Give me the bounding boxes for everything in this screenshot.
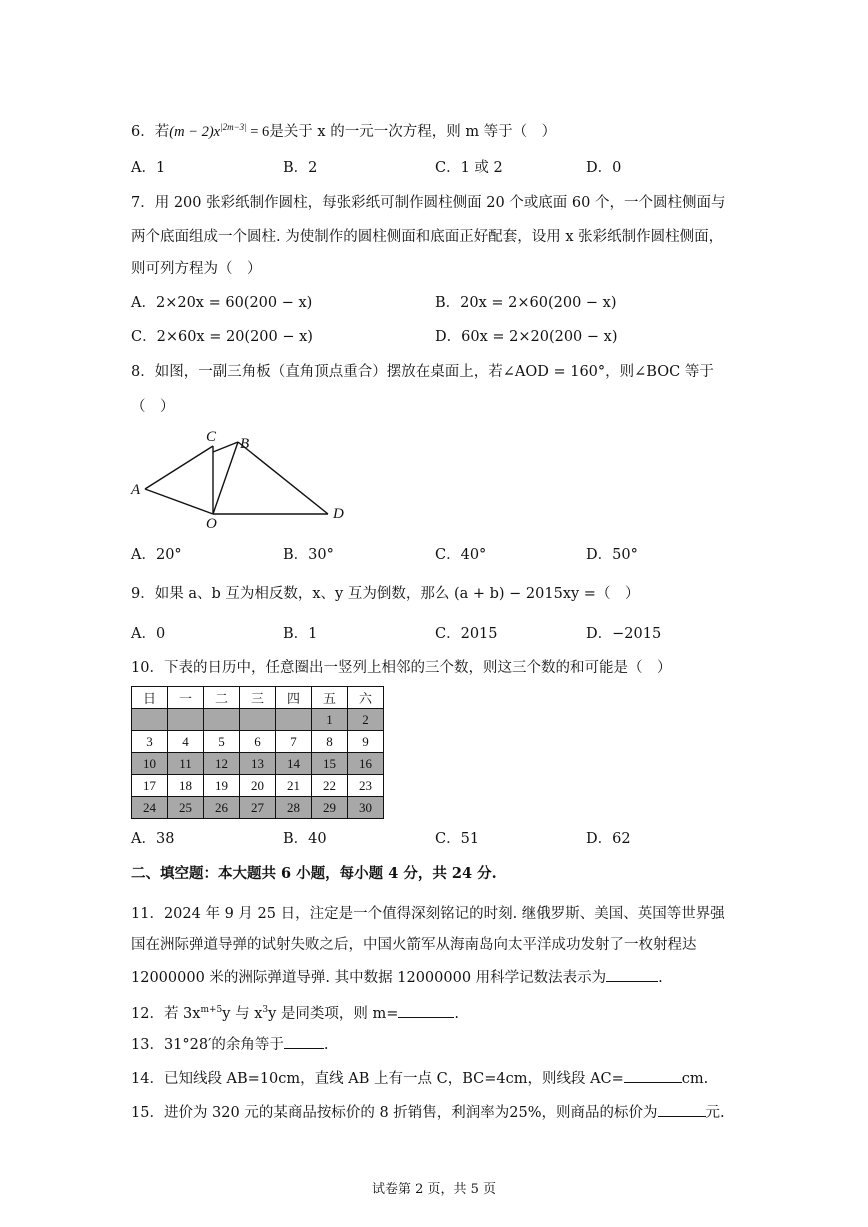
calendar-cell: 19	[204, 775, 240, 797]
q9-option-d: D．−2015	[586, 626, 662, 642]
q9-option-b: B．1	[283, 626, 318, 642]
calendar-header: 日	[132, 687, 168, 709]
q7-line-1: 7．用 200 张彩纸制作圆柱，每张彩纸可制作圆柱侧面 20 个或底面 60 个，一个圆柱侧面与	[131, 195, 726, 211]
q6-option-c: C．1 或 2	[435, 160, 503, 176]
calendar-header: 二	[204, 687, 240, 709]
calendar-cell	[276, 709, 312, 731]
q14-answer-blank	[624, 1068, 682, 1083]
q6-expression: (m − 2)x	[169, 123, 221, 140]
q6-option-b: B．2	[283, 160, 318, 176]
q15-text: 15．进价为 320 元的某商品按标价的 8 折销售，利润率为25%，则商品的标价为	[131, 1105, 658, 1121]
line-ac	[145, 446, 213, 489]
q12-exponent-1: m+5	[200, 1005, 223, 1015]
q12-prefix: 12．若 3x	[131, 1005, 201, 1022]
calendar-cell: 20	[240, 775, 276, 797]
q6-option-a: A．1	[131, 160, 166, 176]
calendar-cell: 25	[168, 797, 204, 819]
label-c: C	[206, 429, 217, 445]
q15-end: 元.	[705, 1105, 725, 1121]
calendar-cell: 14	[276, 753, 312, 775]
calendar-cell: 3	[132, 731, 168, 753]
label-o: O	[206, 516, 217, 532]
q12-answer-blank	[398, 1003, 454, 1018]
calendar-table	[131, 686, 384, 819]
q13-text: 13．31°28′的余角等于	[131, 1037, 284, 1053]
calendar-cell: 1	[312, 709, 348, 731]
calendar-cell: 13	[240, 753, 276, 775]
page-footer: 试卷第 2 页，共 5 页	[371, 1182, 497, 1197]
calendar-cell: 11	[168, 753, 204, 775]
q8-option-d: D．50°	[586, 547, 638, 563]
q6-option-d: D．0	[586, 160, 622, 176]
calendar-cell: 5	[204, 731, 240, 753]
q11-line-3-end: .	[658, 970, 663, 986]
q10-option-d: D．62	[586, 831, 631, 847]
calendar-row	[132, 775, 384, 797]
q6-exponent: |2m−3|	[220, 122, 247, 132]
q10-text: 10．下表的日历中，任意圈出一竖列上相邻的三个数，则这三个数的和可能是（ ）	[131, 660, 672, 676]
calendar-cell: 30	[348, 797, 384, 819]
calendar-row	[132, 797, 384, 819]
q13-end: .	[323, 1037, 329, 1053]
q11-line-1: 11．2024 年 9 月 25 日，注定是一个值得深刻铭记的时刻. 继俄罗斯、美国、英国等世界强	[131, 906, 725, 922]
q10-option-c: C．51	[435, 831, 480, 847]
calendar-header: 五	[312, 687, 348, 709]
calendar-cell: 24	[132, 797, 168, 819]
q10-option-a: A．38	[131, 831, 175, 847]
q6-prefix: 若	[154, 123, 170, 140]
question-13	[131, 1034, 329, 1055]
calendar-cell: 28	[276, 797, 312, 819]
calendar-cell: 10	[132, 753, 168, 775]
calendar-row	[132, 731, 384, 753]
calendar-row	[132, 753, 384, 775]
q11-answer-blank	[606, 967, 658, 982]
section-2-title: 二、填空题：本大题共 6 小题，每小题 4 分，共 24 分.	[131, 865, 497, 882]
q14-text: 14．已知线段 AB=10cm，直线 AB 上有一点 C，BC=4cm，则线段 AC=	[131, 1071, 624, 1087]
q12-middle-1: y 与 x	[222, 1005, 263, 1022]
triangle-figure	[125, 425, 355, 533]
calendar-cell: 15	[312, 753, 348, 775]
label-d: D	[333, 506, 344, 522]
calendar-cell: 4	[168, 731, 204, 753]
question-6	[131, 117, 556, 142]
q15-answer-blank	[658, 1102, 706, 1117]
calendar-cell: 22	[312, 775, 348, 797]
q7-option-c: C．2×60x = 20(200 − x)	[131, 329, 313, 345]
calendar-cell: 7	[276, 731, 312, 753]
q14-end: cm.	[681, 1071, 709, 1087]
calendar-cell: 2	[348, 709, 384, 731]
q8-option-b: B．30°	[283, 547, 334, 563]
question-12	[131, 1000, 459, 1024]
calendar-cell: 29	[312, 797, 348, 819]
q7-option-a: A．2×20x = 60(200 − x)	[131, 295, 313, 311]
calendar-header: 六	[348, 687, 384, 709]
q11-line-2: 国在洲际弹道导弹的试射失败之后，中国火箭军从海南岛向太平洋成功发射了一枚射程达	[131, 937, 697, 953]
q6-equals: = 6	[246, 123, 270, 140]
q8-line-1: 8．如图，一副三角板（直角顶点重合）摆放在桌面上，若∠AOD = 160°，则∠BOC 等于	[131, 364, 714, 380]
line-bo	[213, 442, 238, 514]
q10-option-b: B．40	[283, 831, 327, 847]
calendar-header: 四	[276, 687, 312, 709]
calendar-header-row	[132, 687, 384, 709]
calendar-cell: 12	[204, 753, 240, 775]
q8-option-c: C．40°	[435, 547, 487, 563]
q7-option-b: B．20x = 2×60(200 − x)	[435, 295, 617, 311]
calendar-header: 三	[240, 687, 276, 709]
calendar-cell: 26	[204, 797, 240, 819]
label-a: A	[131, 482, 141, 498]
calendar-cell: 27	[240, 797, 276, 819]
q12-end: .	[454, 1005, 460, 1022]
question-15	[131, 1102, 725, 1123]
calendar-cell: 16	[348, 753, 384, 775]
calendar-cell: 9	[348, 731, 384, 753]
q7-line-3: 则可列方程为（ ）	[131, 261, 262, 277]
q9-option-c: C．2015	[435, 626, 498, 642]
calendar-cell: 17	[132, 775, 168, 797]
line-ao	[145, 489, 213, 514]
q6-number: 6．	[131, 123, 155, 140]
q13-answer-blank	[284, 1034, 324, 1049]
calendar-row	[132, 709, 384, 731]
calendar-cell: 21	[276, 775, 312, 797]
q8-line-2: （ ）	[131, 399, 175, 415]
calendar-cell: 8	[312, 731, 348, 753]
q9-text: 9．如果 a、b 互为相反数，x、y 互为倒数，那么 (a + b) − 2015xy =（ ）	[131, 586, 640, 602]
q12-exponent-2: 3	[262, 1005, 269, 1015]
calendar-cell: 18	[168, 775, 204, 797]
line-cb	[213, 442, 238, 452]
q9-option-a: A．0	[131, 626, 166, 642]
calendar-cell	[204, 709, 240, 731]
label-b: B	[240, 436, 250, 452]
question-14	[131, 1068, 708, 1089]
q11-line-3	[131, 967, 663, 988]
calendar-cell	[240, 709, 276, 731]
calendar-cell: 23	[348, 775, 384, 797]
calendar-header: 一	[168, 687, 204, 709]
calendar-cell: 6	[240, 731, 276, 753]
q6-suffix: 是关于 x 的一元一次方程，则 m 等于（ ）	[269, 123, 557, 140]
q8-option-a: A．20°	[131, 547, 182, 563]
calendar-cell	[168, 709, 204, 731]
q11-line-3-text: 12000000 米的洲际弹道导弹. 其中数据 12000000 用科学记数法表示为	[131, 970, 607, 986]
q12-middle-2: y 是同类项，则 m=	[268, 1005, 399, 1022]
line-db	[238, 442, 328, 514]
calendar-cell	[132, 709, 168, 731]
q7-option-d: D．60x = 2×20(200 − x)	[435, 329, 618, 345]
q7-line-2: 两个底面组成一个圆柱. 为使制作的圆柱侧面和底面正好配套，设用 x 张彩纸制作圆柱侧面，	[131, 229, 724, 245]
